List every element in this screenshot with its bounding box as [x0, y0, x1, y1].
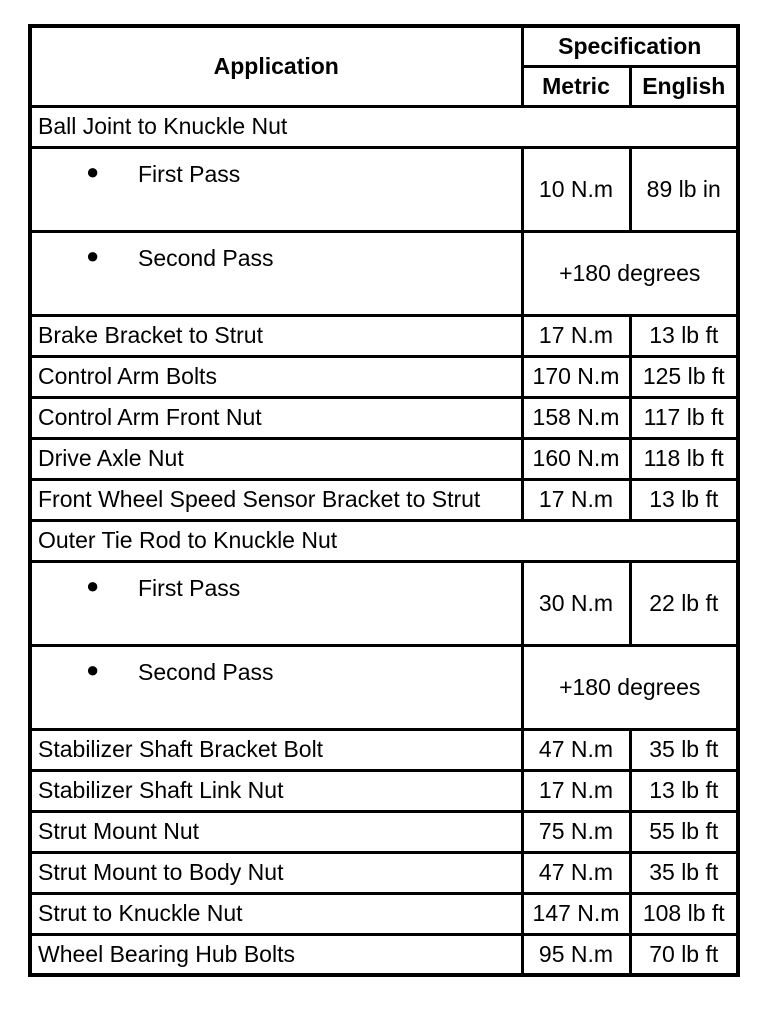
metric-cell: 17 N.m: [522, 479, 630, 520]
table-row: [30, 520, 738, 561]
group-application-cell: Ball Joint to Knuckle Nut: [30, 106, 738, 147]
bullet-icon: ●: [86, 656, 100, 682]
table-row: [30, 397, 738, 438]
english-cell: 13 lb ft: [630, 770, 738, 811]
metric-cell: 147 N.m: [522, 893, 630, 934]
english-cell: 35 lb ft: [630, 729, 738, 770]
application-cell: Brake Bracket to Strut: [30, 315, 522, 356]
table-header: [30, 26, 738, 106]
table-row: [30, 106, 738, 147]
bullet-icon: ●: [86, 572, 100, 598]
english-cell: 89 lb in: [630, 147, 738, 231]
bullet-icon: ●: [86, 158, 100, 184]
combined-spec-cell: +180 degrees: [522, 231, 738, 315]
english-cell: 13 lb ft: [630, 479, 738, 520]
pass-application-cell: [30, 147, 522, 231]
pass-application-cell: [30, 561, 522, 645]
english-cell: 13 lb ft: [630, 315, 738, 356]
table-row: [30, 479, 738, 520]
table-row: [30, 729, 738, 770]
table-body: [30, 106, 738, 975]
english-cell: 108 lb ft: [630, 893, 738, 934]
table-row: [30, 438, 738, 479]
table-row: [30, 147, 738, 231]
metric-cell: 17 N.m: [522, 315, 630, 356]
table-row: [30, 852, 738, 893]
english-cell: 22 lb ft: [630, 561, 738, 645]
english-cell: 70 lb ft: [630, 934, 738, 975]
english-cell: 35 lb ft: [630, 852, 738, 893]
torque-spec-table: [28, 24, 740, 977]
application-cell: Strut to Knuckle Nut: [30, 893, 522, 934]
english-cell: 117 lb ft: [630, 397, 738, 438]
metric-header: Metric: [522, 66, 630, 106]
table-row: [30, 356, 738, 397]
pass-label: Second Pass: [138, 658, 274, 685]
application-cell: Stabilizer Shaft Link Nut: [30, 770, 522, 811]
table-row: [30, 561, 738, 645]
metric-cell: 158 N.m: [522, 397, 630, 438]
application-cell: Front Wheel Speed Sensor Bracket to Strut: [30, 479, 522, 520]
application-cell: Stabilizer Shaft Bracket Bolt: [30, 729, 522, 770]
application-cell: Wheel Bearing Hub Bolts: [30, 934, 522, 975]
pass-label: First Pass: [138, 160, 241, 187]
application-cell: Control Arm Bolts: [30, 356, 522, 397]
pass-application-cell: [30, 645, 522, 729]
english-header: English: [630, 66, 738, 106]
metric-cell: 160 N.m: [522, 438, 630, 479]
metric-cell: 75 N.m: [522, 811, 630, 852]
table-row: [30, 770, 738, 811]
bullet-icon: ●: [86, 242, 100, 268]
metric-cell: 95 N.m: [522, 934, 630, 975]
pass-label: Second Pass: [138, 244, 274, 271]
metric-cell: 10 N.m: [522, 147, 630, 231]
metric-cell: 170 N.m: [522, 356, 630, 397]
english-cell: 55 lb ft: [630, 811, 738, 852]
english-cell: 118 lb ft: [630, 438, 738, 479]
table-row: [30, 893, 738, 934]
metric-cell: 47 N.m: [522, 729, 630, 770]
application-cell: Drive Axle Nut: [30, 438, 522, 479]
application-header: Application: [30, 26, 522, 106]
metric-cell: 30 N.m: [522, 561, 630, 645]
application-cell: Strut Mount Nut: [30, 811, 522, 852]
table-row: [30, 811, 738, 852]
pass-label: First Pass: [138, 574, 241, 601]
application-cell: Strut Mount to Body Nut: [30, 852, 522, 893]
metric-cell: 47 N.m: [522, 852, 630, 893]
table-row: [30, 645, 738, 729]
pass-application-cell: [30, 231, 522, 315]
specification-header: Specification: [522, 26, 738, 66]
group-application-cell: Outer Tie Rod to Knuckle Nut: [30, 520, 738, 561]
english-cell: 125 lb ft: [630, 356, 738, 397]
metric-cell: 17 N.m: [522, 770, 630, 811]
table-row: [30, 231, 738, 315]
table-row: [30, 315, 738, 356]
combined-spec-cell: +180 degrees: [522, 645, 738, 729]
application-cell: Control Arm Front Nut: [30, 397, 522, 438]
table-row: [30, 934, 738, 975]
